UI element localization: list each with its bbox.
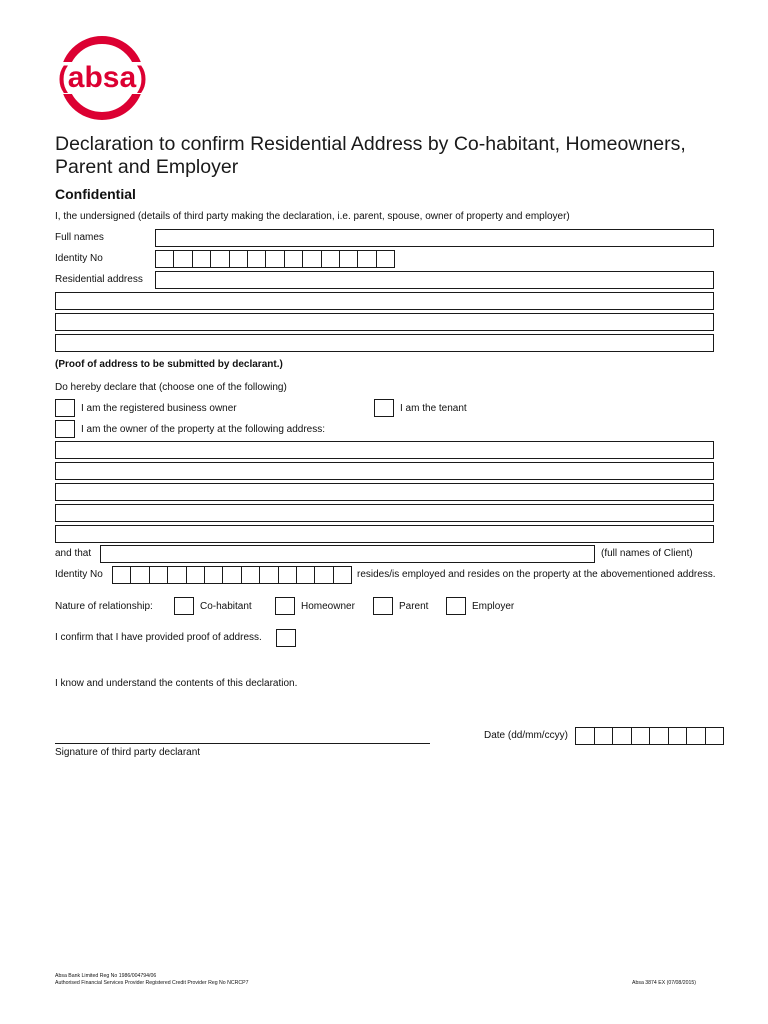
identity-digit-cell[interactable] bbox=[377, 251, 395, 267]
and-that-label: and that bbox=[55, 548, 92, 559]
homeowner-label: Homeowner bbox=[301, 601, 355, 612]
tenant-checkbox[interactable] bbox=[374, 399, 394, 417]
client-identity-label: Identity No bbox=[55, 569, 103, 580]
page-title: Declaration to confirm Residential Address by Co-habitant, Homeowners, Parent and Employer bbox=[55, 133, 686, 178]
identity-digit-cell[interactable] bbox=[322, 251, 340, 267]
identity-digit-cell[interactable] bbox=[358, 251, 376, 267]
identity-digit-cell[interactable] bbox=[230, 251, 248, 267]
client-identity-digit-cell[interactable] bbox=[242, 567, 260, 583]
date-digit-cell[interactable] bbox=[687, 728, 706, 744]
identity-digit-cell[interactable] bbox=[303, 251, 321, 267]
tenant-label: I am the tenant bbox=[400, 403, 467, 414]
identity-no-field[interactable] bbox=[155, 250, 395, 268]
cohabitant-label: Co-habitant bbox=[200, 601, 252, 612]
property-address-line[interactable] bbox=[55, 462, 714, 480]
parent-label: Parent bbox=[399, 601, 429, 612]
client-full-names-field[interactable] bbox=[100, 545, 595, 563]
section-title: Confidential bbox=[55, 186, 136, 202]
full-names-field[interactable] bbox=[155, 229, 714, 247]
cohabitant-checkbox[interactable] bbox=[174, 597, 194, 615]
proof-note: (Proof of address to be submitted by declarant.) bbox=[55, 359, 283, 370]
confirm-proof-checkbox[interactable] bbox=[276, 629, 296, 647]
homeowner-checkbox[interactable] bbox=[275, 597, 295, 615]
signature-line[interactable] bbox=[55, 743, 430, 744]
client-identity-digit-cell[interactable] bbox=[150, 567, 168, 583]
date-digit-cell[interactable] bbox=[669, 728, 688, 744]
date-digit-cell[interactable] bbox=[595, 728, 614, 744]
date-digit-cell[interactable] bbox=[613, 728, 632, 744]
property-address-line[interactable] bbox=[55, 483, 714, 501]
footer-form-code: Absa 3874 EX (07/08/2015) bbox=[632, 980, 697, 986]
business-owner-checkbox[interactable] bbox=[55, 399, 75, 417]
date-digit-cell[interactable] bbox=[632, 728, 651, 744]
property-address-line[interactable] bbox=[55, 441, 714, 459]
identity-digit-cell[interactable] bbox=[211, 251, 229, 267]
understand-text: I know and understand the contents of this declaration. bbox=[55, 678, 298, 689]
property-address-line[interactable] bbox=[55, 525, 714, 543]
svg-text:(: ( bbox=[58, 61, 68, 94]
absa-logo bbox=[53, 34, 151, 122]
employer-label: Employer bbox=[472, 601, 515, 612]
date-field[interactable] bbox=[575, 727, 724, 745]
identity-digit-cell[interactable] bbox=[266, 251, 284, 267]
residential-address-line[interactable] bbox=[55, 334, 714, 352]
identity-digit-cell[interactable] bbox=[193, 251, 211, 267]
client-full-names-hint: (full names of Client) bbox=[601, 548, 693, 559]
identity-no-label: Identity No bbox=[55, 253, 103, 264]
client-identity-digit-cell[interactable] bbox=[113, 567, 131, 583]
intro-text: I, the undersigned (details of third party making the declaration, i.e. parent, spouse, owner of property and employer) bbox=[55, 211, 570, 222]
full-names-label: Full names bbox=[55, 232, 104, 243]
property-owner-label: I am the owner of the property at the following address: bbox=[81, 424, 326, 435]
client-identity-digit-cell[interactable] bbox=[297, 567, 315, 583]
footer-reg-no: Absa Bank Limited Reg No 1986/004794/06 bbox=[55, 973, 157, 979]
footer-fsp-text: Authorised Financial Services Provider Registered Credit Provider Reg No NCRCP7 bbox=[55, 980, 249, 986]
client-identity-digit-cell[interactable] bbox=[223, 567, 241, 583]
identity-digit-cell[interactable] bbox=[285, 251, 303, 267]
residential-address-label: Residential address bbox=[55, 274, 143, 285]
date-digit-cell[interactable] bbox=[650, 728, 669, 744]
client-identity-digit-cell[interactable] bbox=[168, 567, 186, 583]
employer-checkbox[interactable] bbox=[446, 597, 466, 615]
identity-digit-cell[interactable] bbox=[248, 251, 266, 267]
property-address-line[interactable] bbox=[55, 504, 714, 522]
client-identity-digit-cell[interactable] bbox=[334, 567, 352, 583]
client-identity-digit-cell[interactable] bbox=[187, 567, 205, 583]
property-owner-checkbox[interactable] bbox=[55, 420, 75, 438]
client-identity-digit-cell[interactable] bbox=[315, 567, 333, 583]
resides-text: resides/is employed and resides on the property at the abovementioned address. bbox=[357, 569, 716, 580]
date-digit-cell[interactable] bbox=[576, 728, 595, 744]
svg-text:): ) bbox=[137, 61, 147, 94]
client-identity-digit-cell[interactable] bbox=[260, 567, 278, 583]
identity-digit-cell[interactable] bbox=[340, 251, 358, 267]
residential-address-line[interactable] bbox=[55, 292, 714, 310]
client-identity-digit-cell[interactable] bbox=[205, 567, 223, 583]
date-digit-cell[interactable] bbox=[706, 728, 725, 744]
parent-checkbox[interactable] bbox=[373, 597, 393, 615]
date-label: Date (dd/mm/ccyy) bbox=[484, 730, 568, 741]
declare-text: Do hereby declare that (choose one of the following) bbox=[55, 382, 287, 393]
business-owner-label: I am the registered business owner bbox=[81, 403, 237, 414]
confirm-text: I confirm that I have provided proof of address. bbox=[55, 632, 262, 643]
client-identity-field[interactable] bbox=[112, 566, 352, 584]
client-identity-digit-cell[interactable] bbox=[279, 567, 297, 583]
signature-label: Signature of third party declarant bbox=[55, 747, 201, 758]
client-identity-digit-cell[interactable] bbox=[131, 567, 149, 583]
logo-text: absa bbox=[67, 61, 137, 94]
identity-digit-cell[interactable] bbox=[174, 251, 192, 267]
residential-address-line[interactable] bbox=[55, 313, 714, 331]
residential-address-line[interactable] bbox=[155, 271, 714, 289]
relationship-label: Nature of relationship: bbox=[55, 601, 153, 612]
identity-digit-cell[interactable] bbox=[156, 251, 174, 267]
